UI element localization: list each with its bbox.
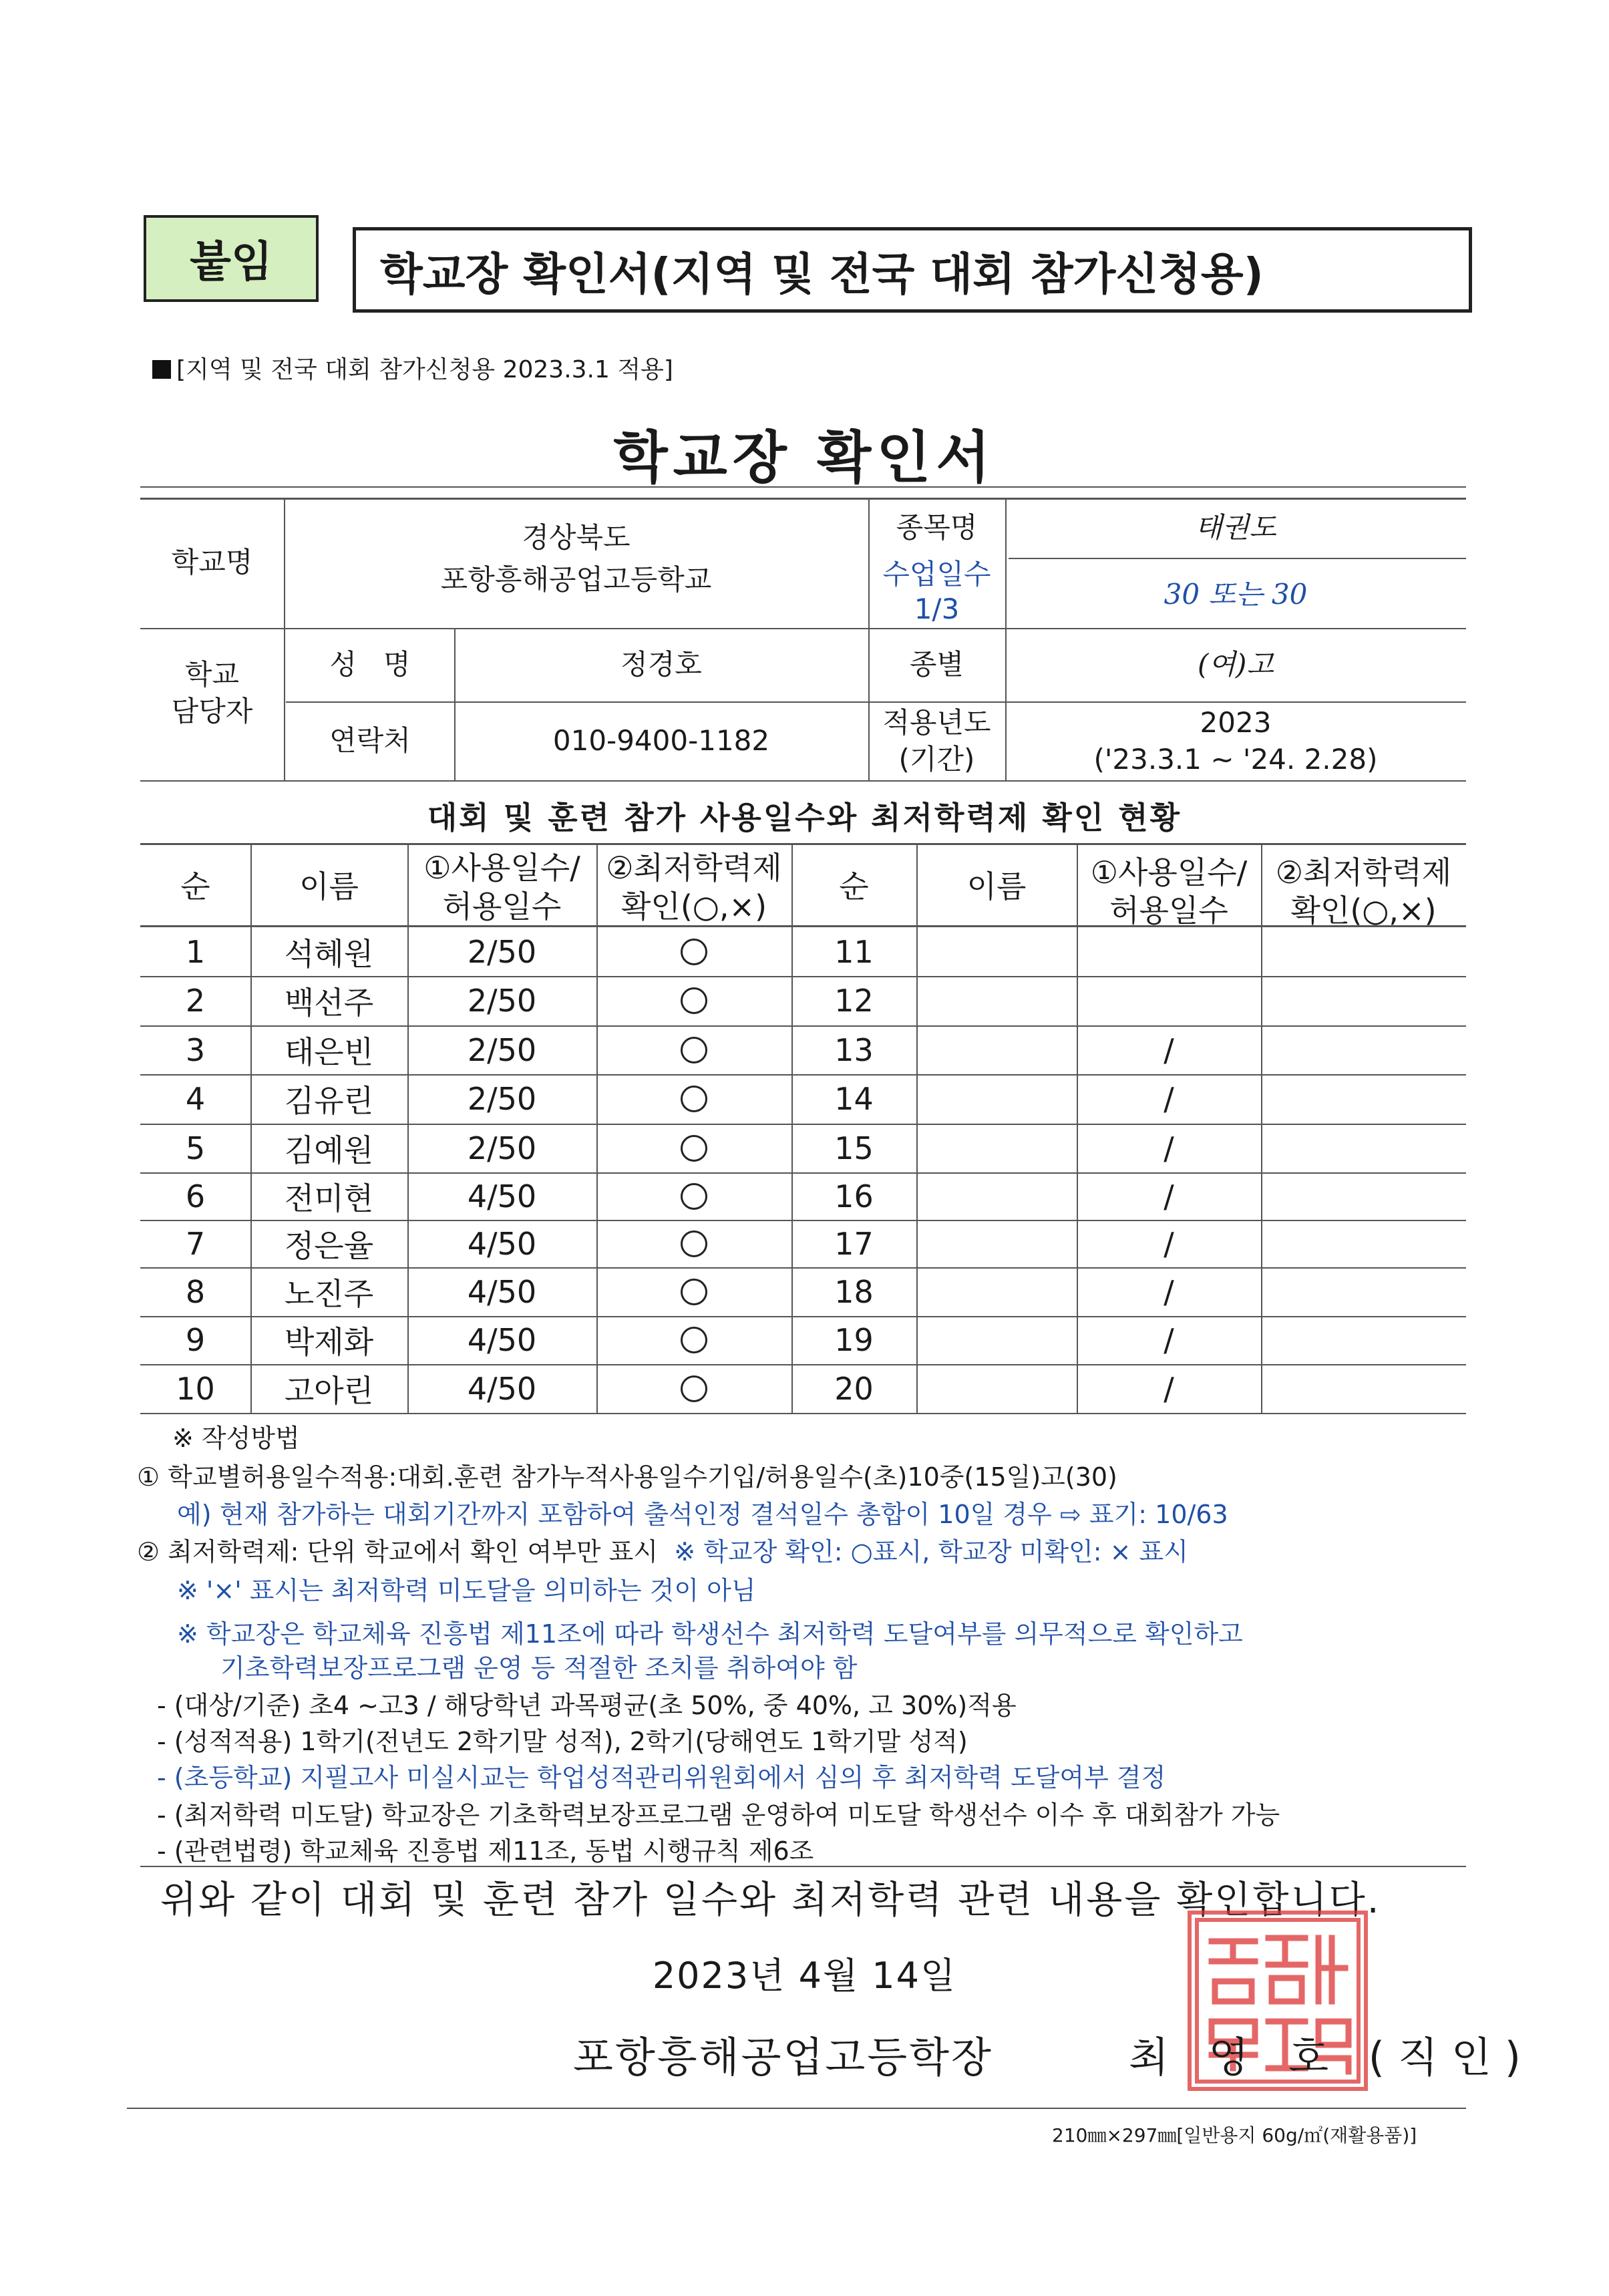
- usage-days: /: [1164, 1130, 1174, 1166]
- row-number: 16: [834, 1178, 874, 1214]
- header-check: ②최저학력제: [606, 849, 782, 886]
- manager-label: 학교: [184, 657, 240, 691]
- student-name: 백선주: [284, 985, 374, 1021]
- header-days: 허용일수: [1109, 892, 1228, 929]
- row-number: 11: [834, 933, 874, 970]
- divider: [140, 780, 1466, 782]
- usage-days: /: [1164, 1031, 1174, 1068]
- header-name: 이름: [299, 868, 359, 905]
- usage-days: 2/50: [467, 1081, 537, 1117]
- usage-days: /: [1164, 1081, 1174, 1117]
- usage-days: 4/50: [467, 1178, 537, 1214]
- row-number: 17: [834, 1225, 874, 1262]
- header-days: ①사용일수/: [423, 849, 580, 886]
- row-number: 2: [185, 983, 206, 1019]
- student-name: 고아린: [284, 1372, 374, 1409]
- gender-value: (여)고: [1198, 647, 1274, 681]
- document-title: 학교장 확인서: [613, 425, 996, 490]
- attachment-badge: 붙임: [144, 215, 319, 302]
- row-number: 14: [834, 1081, 874, 1117]
- usage-days: /: [1164, 1370, 1174, 1407]
- header-days: 허용일수: [442, 888, 562, 925]
- note-3: ※ '×' 표시는 최저학력 미도달을 의미하는 것이 아님: [177, 1576, 756, 1605]
- note-2-text: ② 최저학력제: 단위 학교에서 확인 여부만 표시: [137, 1537, 659, 1567]
- student-name: [916, 1172, 1077, 1220]
- min-academic-check: [596, 1025, 791, 1074]
- row-number: 9: [185, 1322, 206, 1358]
- contact-label: 연락처: [329, 723, 411, 757]
- row-number: 7: [185, 1225, 206, 1262]
- min-academic-check: [1261, 1220, 1466, 1267]
- min-academic-check: [1261, 1316, 1466, 1364]
- min-academic-check: [1261, 976, 1466, 1025]
- usage-days: 4/50: [467, 1322, 537, 1358]
- min-academic-check: [1261, 1124, 1466, 1172]
- header-check: ②최저학력제: [1275, 854, 1452, 890]
- min-academic-check: [1261, 1364, 1466, 1413]
- gender-label: 종별: [909, 647, 964, 681]
- manager-name: 정경호: [620, 647, 702, 681]
- usage-days: [1077, 927, 1261, 976]
- usage-days: /: [1164, 1178, 1174, 1214]
- signature-date: 2023년 4월 14일: [652, 1955, 957, 1997]
- confirmation-sentence: 위와 같이 대회 및 훈련 참가 일수와 최저학력 관련 내용을 확인합니다.: [160, 1878, 1381, 1922]
- min-academic-check: [1261, 1025, 1466, 1074]
- student-name: 전미현: [284, 1180, 374, 1216]
- usage-days: 2/50: [467, 983, 537, 1019]
- usage-days: 2/50: [467, 1031, 537, 1068]
- class-days-ratio: 1/3: [914, 593, 960, 626]
- usage-days: 4/50: [467, 1370, 537, 1407]
- row-number: 5: [185, 1130, 206, 1166]
- divider: [1009, 558, 1466, 559]
- divider: [140, 486, 1466, 488]
- student-name: [916, 976, 1077, 1025]
- circle-mark-icon: [681, 1086, 707, 1112]
- usage-days: /: [1164, 1273, 1174, 1310]
- period-value: ('23.3.1 ~ '24. 2.28): [1093, 743, 1378, 776]
- notice-line: [152, 351, 673, 385]
- row-number: 13: [834, 1031, 874, 1068]
- row-number: 20: [834, 1370, 874, 1407]
- student-name: [916, 1074, 1077, 1124]
- min-academic-check: [596, 1124, 791, 1172]
- class-days-value: 30 또는 30: [1164, 577, 1308, 611]
- row-number: 15: [834, 1130, 874, 1166]
- min-academic-check: [1261, 1267, 1466, 1316]
- principal-name: 최 영 호 (직인): [1129, 2033, 1534, 2082]
- min-academic-check: [1261, 927, 1466, 976]
- student-name: [916, 1364, 1077, 1413]
- header-no: 순: [180, 868, 210, 905]
- student-name: 태은빈: [284, 1033, 374, 1070]
- row-number: 10: [176, 1370, 215, 1407]
- school-region: 경상북도: [522, 520, 631, 554]
- detail-1: - (대상/기준) 초4 ~고3 / 해당학년 과목평균(초 50%, 중 40%, 고 30%)적용: [157, 1691, 1017, 1720]
- row-number: 6: [185, 1178, 206, 1214]
- usage-days: 2/50: [467, 1130, 537, 1166]
- usage-days: 4/50: [467, 1225, 537, 1262]
- year-label: 적용년도: [882, 706, 991, 740]
- row-number: 3: [185, 1031, 206, 1068]
- detail-2: - (성적적용) 1학기(전년도 2학기말 성적), 2학기(당해연도 1학기말 성적): [157, 1727, 968, 1756]
- student-name: [916, 1124, 1077, 1172]
- circle-mark-icon: [681, 1375, 707, 1402]
- student-name: 김예원: [284, 1132, 374, 1168]
- manager-label: 담당자: [171, 694, 253, 727]
- contact-value: 010-9400-1182: [552, 723, 770, 757]
- row-number: 18: [834, 1273, 874, 1310]
- min-academic-check: [596, 927, 791, 976]
- note-2: [137, 1531, 1188, 1568]
- event-label: 종목명: [896, 510, 978, 544]
- usage-days: 4/50: [467, 1273, 537, 1310]
- student-name: 노진주: [284, 1275, 374, 1312]
- school-name: 포항흥해공업고등학교: [440, 562, 712, 596]
- usage-days: 2/50: [467, 933, 537, 970]
- row-number: 8: [185, 1273, 206, 1310]
- note-4: ※ 학교장은 학교체육 진흥법 제11조에 따라 학생선수 최저학력 도달여부를 의무적으로 확인하고: [177, 1619, 1243, 1649]
- usage-days: [1077, 976, 1261, 1025]
- footer-divider: [127, 2108, 1466, 2109]
- circle-mark-icon: [681, 987, 707, 1014]
- square-bullet-icon: [152, 360, 171, 379]
- row-divider: [140, 1413, 1466, 1414]
- section-subtitle: 대회 및 훈련 참가 사용일수와 최저학력제 확인 현황: [427, 800, 1182, 836]
- student-name: 정은율: [284, 1227, 374, 1264]
- notes-heading: ※ 작성방법: [172, 1424, 300, 1453]
- year-label: (기간): [898, 743, 975, 776]
- min-academic-check: [596, 1220, 791, 1267]
- row-number: 19: [834, 1322, 874, 1358]
- student-name: [916, 1025, 1077, 1074]
- student-name: 박제화: [284, 1324, 374, 1360]
- header-check: 확인(○,×): [1290, 892, 1437, 929]
- min-academic-check: [596, 1316, 791, 1364]
- circle-mark-icon: [681, 1327, 707, 1353]
- row-number: 1: [185, 933, 206, 970]
- paper-spec: 210㎜×297㎜[일반용지 60g/㎡(재활용품)]: [1052, 2124, 1417, 2146]
- usage-days: /: [1164, 1322, 1174, 1358]
- student-name: [916, 1220, 1077, 1267]
- circle-mark-icon: [681, 1183, 707, 1210]
- detail-5: - (관련법령) 학교체육 진흥법 제11조, 동법 시행규칙 제6조: [157, 1836, 814, 1866]
- detail-3-text: - (초등학교) 지필고사 미실시교는 학업성적관리위원회에서 심의 후 최저학력 도달여부 결정: [157, 1763, 1166, 1792]
- detail-4: - (최저학력 미도달) 학교장은 기초학력보장프로그램 운영하여 미도달 학생선수 이수 후 대회참가 가능: [157, 1800, 1280, 1830]
- usage-days: /: [1164, 1225, 1174, 1262]
- min-academic-check: [596, 976, 791, 1025]
- min-academic-check: [596, 1074, 791, 1124]
- circle-mark-icon: [681, 1231, 707, 1257]
- note-1-example: 예) 현재 참가하는 대회기간까지 포함하여 출석인정 결석일수 총합이 10일 경우 ⇨ 표기: 10/63: [177, 1500, 1228, 1529]
- row-number: 12: [834, 983, 874, 1019]
- name-label: 성 명: [329, 647, 411, 681]
- student-name: 김유린: [284, 1083, 374, 1119]
- year-value: 2023: [1200, 706, 1272, 740]
- header-name: 이름: [966, 868, 1027, 905]
- circle-mark-icon: [681, 1037, 707, 1063]
- note-4: 기초학력보장프로그램 운영 등 적절한 조치를 취하여야 함: [220, 1653, 858, 1683]
- header-no: 순: [839, 868, 869, 905]
- event-value: 태권도: [1195, 510, 1276, 544]
- student-name: 석혜원: [284, 935, 374, 972]
- detail-3: [157, 1757, 1166, 1794]
- row-number: 4: [185, 1081, 206, 1117]
- student-name: [916, 1316, 1077, 1364]
- circle-mark-icon: [681, 1135, 707, 1162]
- school-name-label: 학교명: [171, 546, 253, 579]
- student-name: [916, 1267, 1077, 1316]
- circle-mark-icon: [681, 939, 707, 965]
- min-academic-check: [596, 1267, 791, 1316]
- note-1: ① 학교별허용일수적용:대회.훈련 참가누적사용일수기입/허용일수(초)10중(15일)고(30): [137, 1462, 1117, 1492]
- notice-text: [지역 및 전국 대회 참가신청용 2023.3.1 적용]: [176, 356, 673, 383]
- min-academic-check: [596, 1364, 791, 1413]
- note-2-marking: ※ 학교장 확인: ○표시, 학교장 미확인: × 표시: [674, 1537, 1188, 1567]
- header-check: 확인(○,×): [620, 888, 767, 925]
- student-name: [916, 927, 1077, 976]
- min-academic-check: [1261, 1172, 1466, 1220]
- class-days-label: 수업일수: [882, 557, 991, 591]
- min-academic-check: [596, 1172, 791, 1220]
- divider: [140, 1866, 1466, 1867]
- circle-mark-icon: [681, 1279, 707, 1305]
- header-days: ①사용일수/: [1090, 854, 1248, 890]
- school-principal-title: 포항흥해공업고등학장: [573, 2033, 993, 2082]
- header-title: 학교장 확인서(지역 및 전국 대회 참가신청용): [353, 227, 1472, 313]
- min-academic-check: [1261, 1074, 1466, 1124]
